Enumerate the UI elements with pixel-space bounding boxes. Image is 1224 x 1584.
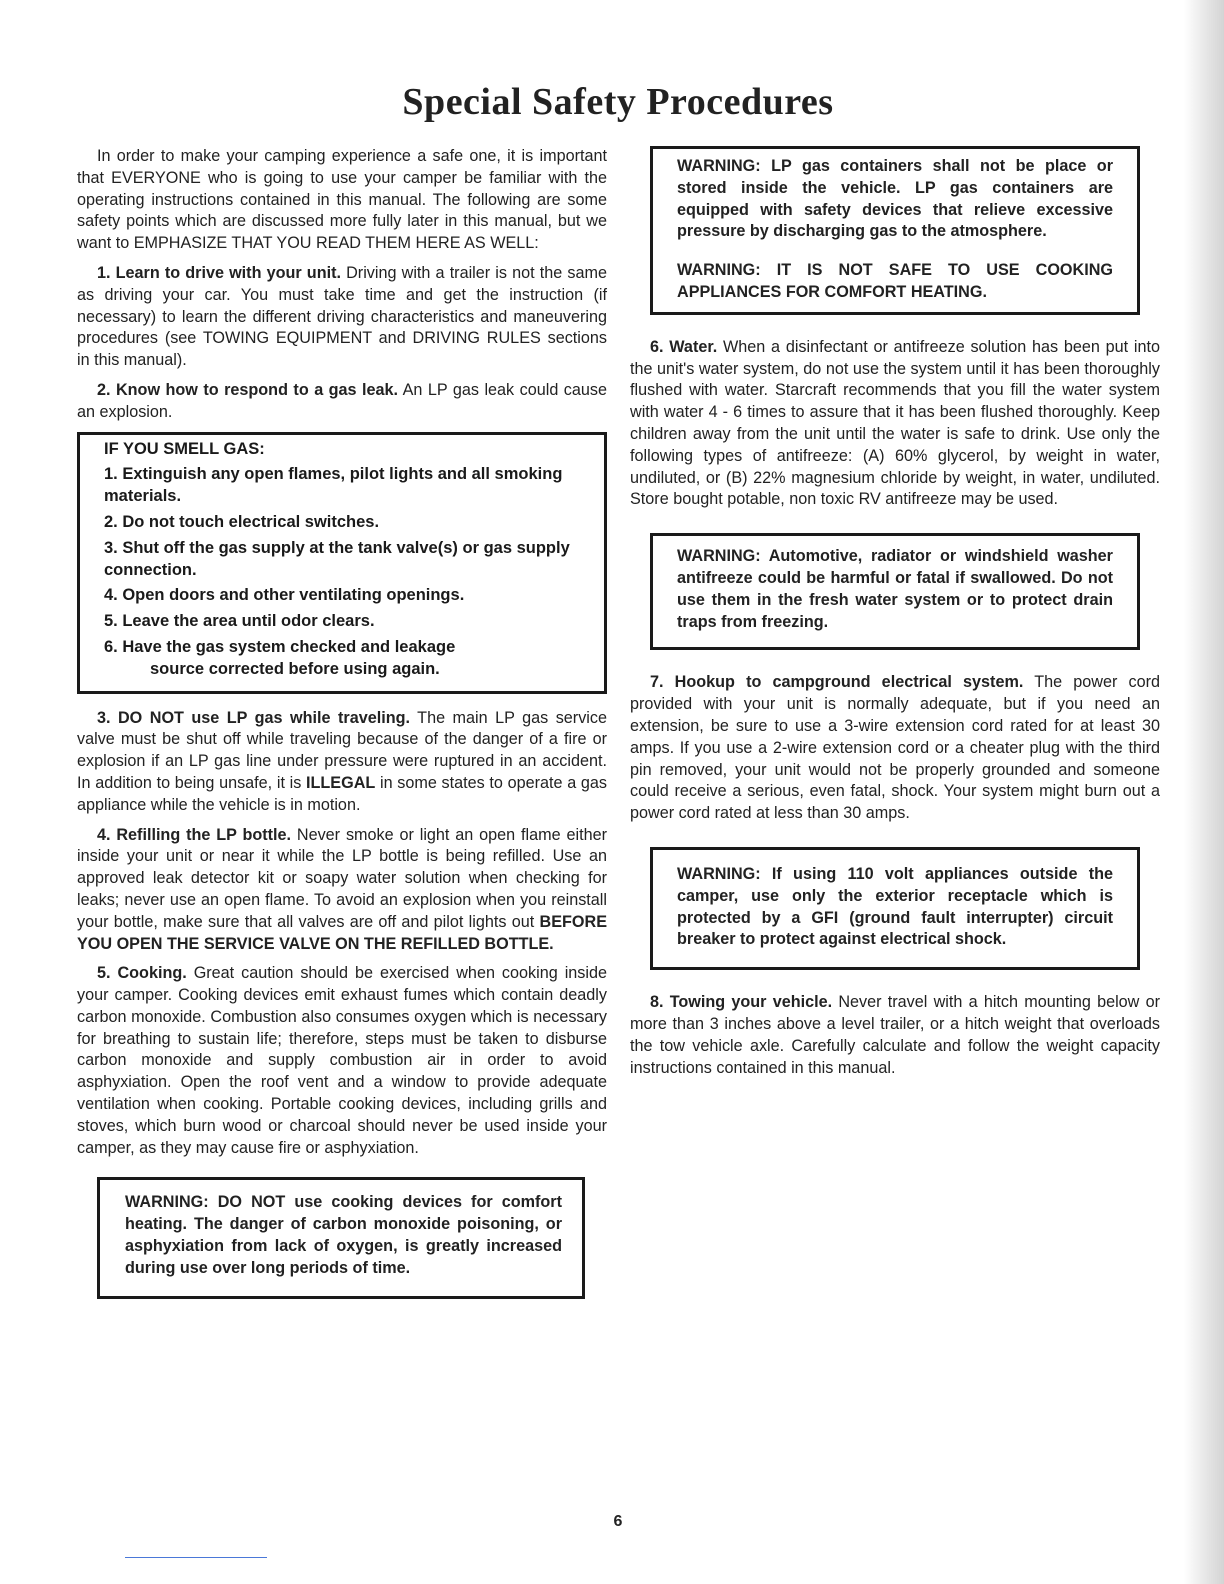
gas-step: 1. Extinguish any open flames, pilot lights and all smoking materials. [104,465,563,506]
item-cooking [77,963,607,1159]
item-water [630,337,1160,511]
item-text: Great caution should be exercised when cooking inside your camper. Cooking devices emit exhaust fumes which contain deadly carbon monoxide. Combustion also consumes oxygen which is necessary for breathing to sustain life; therefore, steps must be taken to disburse carbon monoxide and supply combustion air in order to avoid asphyxiation. Open the roof vent and a window to provide adequate ventilation when cooking. Portable cooking devices, including grills and stoves, which burn wood or charcoal should never be used inside your camper, as they may cause fire or asphyxiation. [77,964,607,1157]
warning-text: WARNING: Automotive, radiator or windshield washer antifreeze could be harmful or fatal if swallowed. Do not use them in the fresh water system or to protect drain traps from freezing. [677,547,1113,631]
intro-paragraph: In order to make your camping experience a safe one, it is important that EVERYONE who is going to use your camper be familiar with the operating instructions contained in this manual. The following are some safety points which are discussed more fully later in this manual, but we want to EMPHASIZE THAT YOU READ THEM HERE AS WELL: [77,147,607,253]
page-title: Special Safety Procedures [402,81,834,124]
gas-step [104,637,586,681]
gas-step: 4. Open doors and other ventilating openings. [104,586,465,605]
gas-smell-box [77,432,607,694]
item-refilling-lp [77,825,607,956]
gfi-warning-box [650,847,1140,970]
item-heading: 5. Cooking. [97,964,187,983]
page-edge-shadow [1184,0,1224,1584]
item-text: Never smoke or light an open flame either inside your unit or near it while the LP bottle is being refilled. Use an approved leak detector kit or soapy water solution when checking for leaks; never use an open flame. To avoid an explosion when you reinstall your bottle, make sure that all valves are off and pilot lights out [77,825,607,931]
item-heading: 3. DO NOT use LP gas while traveling. [97,708,410,727]
gas-step: 5. Leave the area until odor clears. [104,612,375,631]
warning-text: WARNING: LP gas containers shall not be place or stored inside the vehicle. LP gas containers are equipped with safety devices that relieve excessive pressure by discharging gas to the atmosphere. [677,157,1113,241]
item-heading: 6. Water. [650,337,718,356]
item-learn-to-drive [77,263,607,372]
cooking-warning-box [97,1177,585,1298]
item-heading: 7. Hookup to campground electrical system. [650,673,1024,692]
item-heading: 4. Refilling the LP bottle. [97,825,292,844]
item-text: The main LP gas service valve must be shut off while traveling because of the danger of a fire or explosion if an LP gas line under pressure were ruptured in an accident. In addition to being unsafe, it is [77,708,607,792]
warning-text: WARNING: If using 110 volt appliances outside the camper, use only the exterior receptacle which is protected by a GFI (ground fault interrupter) circuit breaker to protect against electrical shock. [677,864,1113,949]
item-electrical-hookup [630,672,1160,825]
lp-warning-box [650,146,1140,315]
item-heading: 8. Towing your vehicle. [650,993,833,1012]
gas-step: 2. Do not touch electrical switches. [104,512,380,531]
item-towing [630,992,1160,1079]
item-text: The power cord provided with your unit is normally adequate, but if you need an extension, be sure to use a 3-wire extension cord rated for at least 30 amps. If you use a 2-wire extension cord or a cheater plug with the third pin removed, your unit would not be properly grounded and someone could receive a serious, even fatal, shock. Your system might burn out a power cord rated at less than 30 amps. [630,673,1161,823]
right-column [630,146,1160,1087]
gas-step-6-line2: source corrected before using again. [150,659,440,678]
item-gas-leak [77,380,607,424]
gas-step-6-line1: 6. Have the gas system checked and leakage [104,637,456,656]
warning-text: WARNING: IT IS NOT SAFE TO USE COOKING APPLIANCES FOR COMFORT HEATING. [677,261,1113,301]
gas-box-heading: IF YOU SMELL GAS: [104,439,265,458]
item-text: An LP gas leak could cause an explosion. [77,380,607,421]
item-text: When a disinfectant or antifreeze solution has been put into the unit's water system, do not use the system until it has been thoroughly flushed with water. Starcraft recommends that you fill the water system with water 4 - 6 times to assure that it has been flushed thoroughly. Keep children away from the unit until the water is safe to drink. Use only the following types of antifreeze: (A) 60% glycerol, by weight in water, undiluted, or (B) 22% magnesium chloride by weight, in water, undiluted. Store bought potable, non toxic RV antifreeze may be used. [630,337,1161,509]
item-text: Driving with a trailer is not the same as driving your car. You must take time and get the instruction (if necessary) to learn the different driving characteristics and maneuvering procedures (see TOWING EQUIPMENT and DRIVING RULES sections in this manual). [77,263,607,370]
gas-step: 3. Shut off the gas supply at the tank valve(s) or gas supply connection. [104,538,570,579]
item-emphasis: BEFORE YOU OPEN THE SERVICE VALVE ON THE REFILLED BOTTLE. [77,912,607,953]
left-column [77,146,607,1299]
antifreeze-warning-box [650,533,1140,650]
item-text: Never travel with a hitch mounting below or more than 3 inches above a level trailer, or a hitch weight that overloads the tow vehicle axle. Carefully calculate and follow the weight capacity instructions contained in this manual. [630,993,1160,1077]
item-no-lp-traveling [77,708,607,817]
warning-text: WARNING: DO NOT use cooking devices for comfort heating. The danger of carbon monoxide poisoning, or asphyxiation from lack of oxygen, is greatly increased during use over long periods of time. [125,1193,562,1277]
item-text: in some states to operate a gas appliance while the vehicle is in motion. [77,773,607,814]
item-heading: 2. Know how to respond to a gas leak. [97,380,399,399]
item-emphasis: ILLEGAL [306,773,376,792]
gas-steps-list [104,464,586,680]
item-heading: 1. Learn to drive with your unit. [97,263,341,282]
page-number: 6 [613,1513,623,1530]
bottom-rule [125,1557,267,1558]
